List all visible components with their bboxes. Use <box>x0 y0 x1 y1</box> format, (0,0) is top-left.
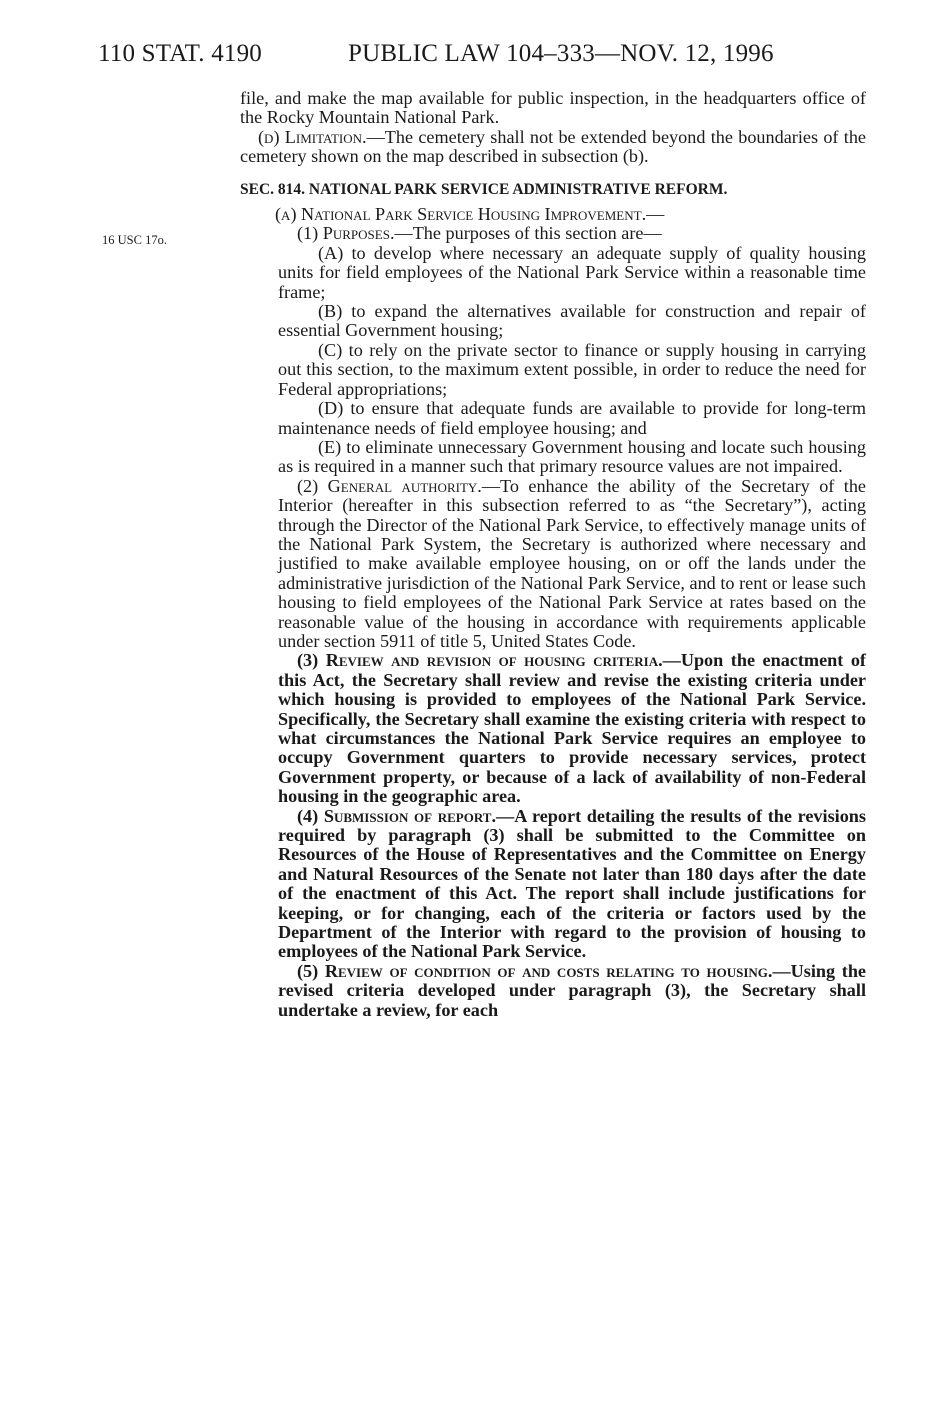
clause-b: (B) to expand the alternatives available for construction and repair of essential Government housing; <box>278 301 866 341</box>
subsection-a-heading: (a) National Park Service Housing Improvement. <box>275 204 647 225</box>
clause-c: (C) to rely on the private sector to finance or supply housing in carrying out this section, to the maximum extent possible, in order to reduce the need for Federal appropriations; <box>278 339 866 399</box>
subsection-d <box>240 128 866 167</box>
subsection-a <box>240 205 866 224</box>
section-heading: SEC. 814. NATIONAL PARK SERVICE ADMINISTRATIVE REFORM. <box>240 180 728 198</box>
paragraph-2-heading: (2) General authority. <box>297 475 482 496</box>
paragraph-3 <box>240 651 866 806</box>
paragraph-5-text: —Using the revised criteria developed under paragraph (3), the Secretary shall undertake a review, for each <box>278 960 867 1020</box>
paragraph-3-heading: (3) Review and revision of housing criteria. <box>297 650 663 671</box>
subsection-d-heading: (d) Limitation. <box>258 126 367 147</box>
body-text <box>240 89 866 1020</box>
paragraph-4 <box>240 807 866 962</box>
paragraph-1 <box>240 224 866 243</box>
paragraph-4-heading: (4) Submission of report. <box>297 805 497 826</box>
subsection-d-text: —The cemetery shall not be extended beyond the boundaries of the cemetery shown on the map described in subsection (b). <box>240 126 866 167</box>
margin-citation: 16 USC 17o. <box>102 233 167 247</box>
paragraph-5-heading: (5) Review of condition of and costs relating to housing. <box>297 960 773 981</box>
subsection-a-text: — <box>646 204 665 225</box>
running-header-title: PUBLIC LAW 104–333—NOV. 12, 1996 <box>348 40 774 67</box>
clause-d: (D) to ensure that adequate funds are available to provide for long-term maintenance needs of field employee housing; and <box>278 398 866 438</box>
paragraph-5 <box>240 962 866 1020</box>
paragraph-1-text: —The purposes of this section are— <box>394 223 662 244</box>
paragraph-3-text: —Upon the enactment of this Act, the Secretary shall review and revise the existing criteria under which housing is provided to employees of the National Park Service. Specifically, the Secretary shall examine the existing criteria with respect to what circumstances the National Park Service requires an employee to occupy Government quarters to provide necessary services, protect Government property, or because of a lack of availability of non-Federal housing in the geographic area. <box>278 650 866 807</box>
paragraph-2-text: —To enhance the ability of the Secretary of the Interior (hereafter in this subsection referred to as “the Secretary”), acting through the Director of the National Park Service, to effectively manage units of the National Park System, the Secretary is authorized where necessary and justified to make available employee housing, on or off the lands under the administrative jurisdiction of the National Park Service, and to rent or lease such housing to field employees of the National Park Service at rates based on the reasonable value of the housing in accordance with requirements applicable under section 5911 of title 5, United States Code. <box>278 475 866 651</box>
statute-page-number: 110 STAT. 4190 <box>98 40 262 67</box>
clause-e: (E) to eliminate unnecessary Government housing and locate such housing as is required in a manner such that primary resource values are not impaired. <box>278 436 866 477</box>
clause-a: (A) to develop where necessary an adequate supply of quality housing units for field employees of the National Park Service within a reasonable time frame; <box>278 242 866 302</box>
paragraph-continuation: file, and make the map available for public inspection, in the headquarters office of the Rocky Mountain National Park. <box>240 88 866 128</box>
paragraph-4-text: —A report detailing the results of the revisions required by paragraph (3) shall be submitted to the Committee on Resources of the House of Representatives and the Committee on Energy and Natural Resources of the Senate not later than 180 days after the date of the enactment of this Act. The report shall include justifications for keeping, or for changing, each of the criteria or factors used by the Department of the Interior with regard to the provision of housing to employees of the National Park Service. <box>278 805 866 962</box>
paragraph-1-heading: (1) Purposes. <box>297 223 395 244</box>
paragraph-2 <box>240 477 866 652</box>
